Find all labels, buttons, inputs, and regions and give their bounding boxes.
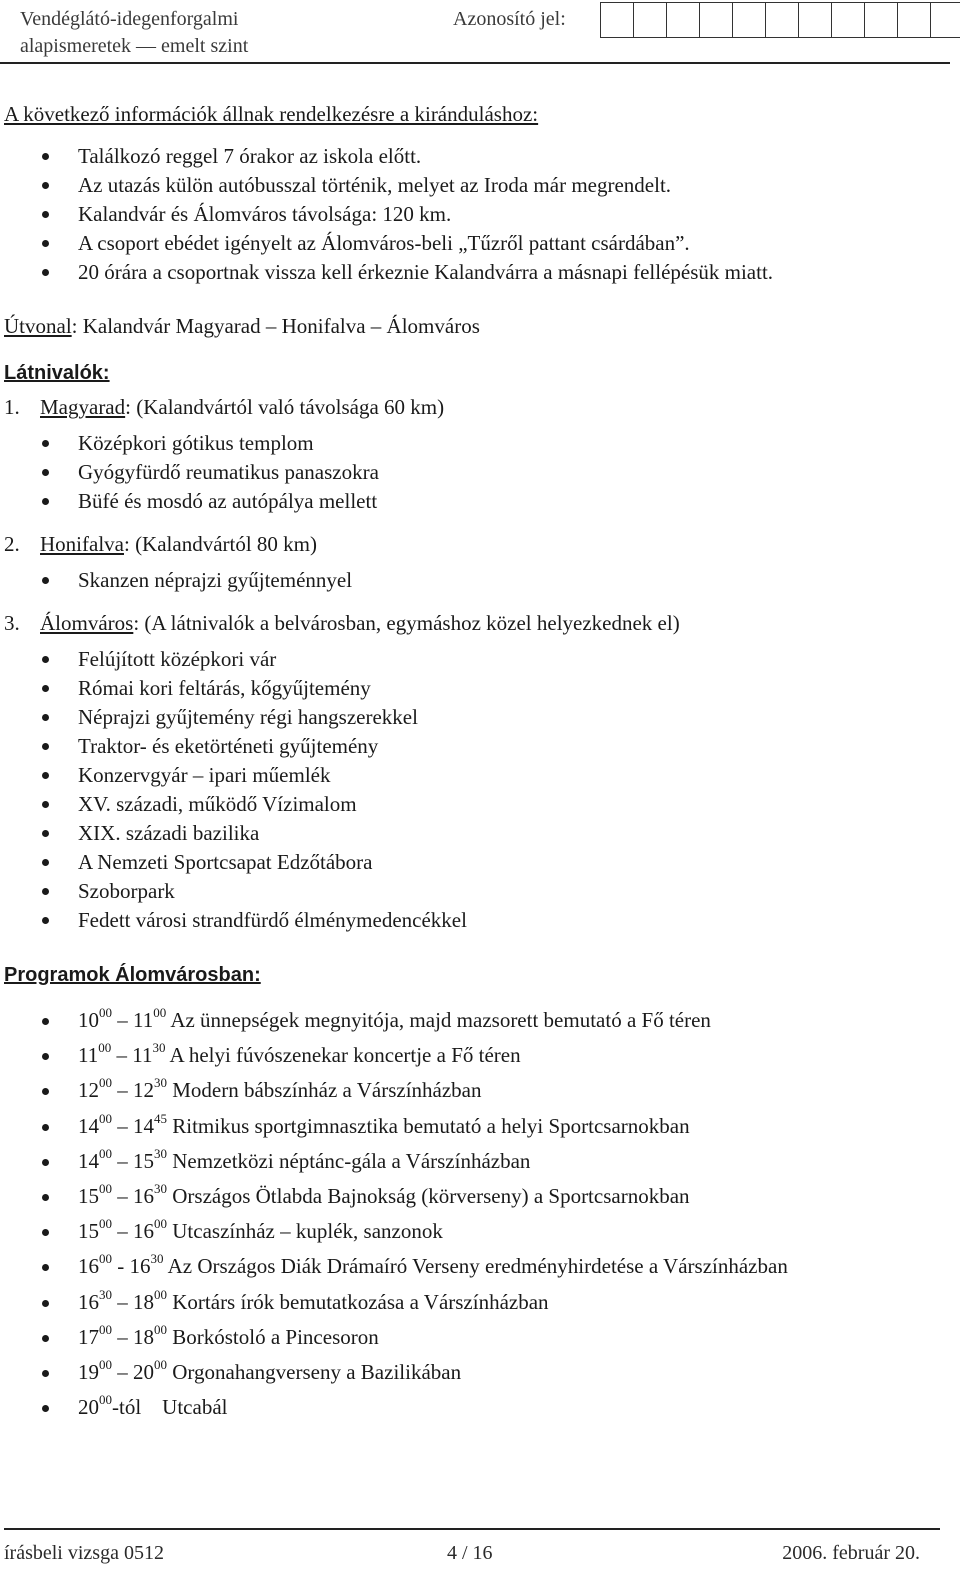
- program-item: [4, 1038, 944, 1073]
- id-box: [666, 2, 700, 38]
- intro-underlined: A következő információk állnak rendelkezésre a kiránduláshoz:: [4, 102, 539, 126]
- end-hour: 15: [133, 1148, 154, 1173]
- sight-item: XIX. századi bazilika: [4, 819, 944, 848]
- id-input-boxes: [600, 2, 960, 38]
- time-separator: –: [112, 1289, 133, 1314]
- id-box: [600, 2, 634, 38]
- start-hour: 11: [78, 1043, 99, 1068]
- end-hour: 18: [133, 1324, 154, 1349]
- program-title: Borkóstoló a Pincesoron: [167, 1324, 379, 1349]
- start-minute: 00: [99, 1216, 112, 1232]
- info-item: Kalandvár és Álomváros távolsága: 120 km.: [4, 200, 944, 229]
- program-title: Kortárs írók bemutatkozása a Várszínházban: [167, 1289, 549, 1314]
- time-separator: –: [112, 1148, 133, 1173]
- program-item: [4, 1214, 944, 1249]
- id-box: [699, 2, 733, 38]
- program-item: [4, 1179, 944, 1214]
- id-box: [765, 2, 799, 38]
- page-header: [0, 0, 950, 64]
- sight-item: Római kori feltárás, kőgyűjtemény: [4, 674, 944, 703]
- sight-name: Álomváros: [40, 611, 134, 635]
- end-minute: 30: [154, 1145, 167, 1161]
- program-title: Országos Ötlabda Bajnokság (körverseny) a Sportcsarnokban: [167, 1184, 690, 1209]
- end-minute: 30: [154, 1181, 167, 1197]
- program-item: [4, 1109, 944, 1144]
- end-minute: 30: [152, 1040, 166, 1056]
- programs-title: Programok Álomvárosban:: [4, 964, 261, 986]
- time-separator: -: [112, 1254, 130, 1279]
- program-item: [4, 1073, 944, 1108]
- info-item: Találkozó reggel 7 órakor az iskola előtt.: [4, 142, 944, 171]
- sight-description: : (Kalandvártól való távolsága 60 km): [125, 395, 445, 419]
- end-minute: 00: [154, 1216, 167, 1232]
- end-hour: 16: [129, 1254, 151, 1279]
- exam-subject-line2: alapismeretek — emelt szint: [20, 35, 249, 57]
- id-box: [798, 2, 832, 38]
- sight-items: [4, 645, 944, 935]
- route-label: Útvonal: [4, 314, 72, 338]
- info-item: Az utazás külön autóbusszal történik, melyet az Iroda már megrendelt.: [4, 171, 944, 200]
- info-item: 20 órára a csoportnak vissza kell érkeznie Kalandvárra a másnapi fellépésük miatt.: [4, 258, 944, 287]
- program-title: A helyi fúvószenekar koncertje a Fő téren: [165, 1043, 521, 1068]
- info-list: [4, 142, 944, 287]
- start-hour: 10: [78, 1008, 99, 1032]
- time-separator: –: [112, 1113, 133, 1138]
- program-item: [4, 1355, 944, 1390]
- sight-number: 1.: [4, 395, 20, 419]
- sight-items: [4, 566, 944, 595]
- start-minute: 00: [99, 1110, 112, 1126]
- program-item: [4, 1249, 944, 1284]
- route-line: [4, 312, 944, 340]
- program-item: [4, 1390, 944, 1425]
- start-hour: 15: [78, 1219, 99, 1244]
- document-body: [4, 100, 944, 1425]
- start-hour: 20: [78, 1395, 99, 1420]
- time-separator: –: [112, 1078, 133, 1103]
- end-hour: 12: [133, 1078, 154, 1103]
- sight-item: Fedett városi strandfürdő élménymedencékkel: [4, 906, 944, 935]
- id-box: [930, 2, 960, 38]
- end-minute: 30: [154, 1075, 167, 1091]
- start-minute: 00: [99, 1181, 112, 1197]
- end-minute: 00: [153, 1005, 167, 1020]
- start-minute: 00: [99, 1075, 112, 1091]
- sight-item: Skanzen néprajzi gyűjteménnyel: [4, 566, 944, 595]
- start-minute: 00: [99, 1145, 112, 1161]
- page-footer: [4, 1528, 940, 1564]
- time-separator: –: [112, 1360, 133, 1385]
- id-box: [897, 2, 931, 38]
- sight-item: Felújított középkori vár: [4, 645, 944, 674]
- programs-list: [4, 1003, 944, 1425]
- start-hour: 14: [78, 1148, 99, 1173]
- id-label: Azonosító jel:: [453, 8, 566, 30]
- sight-place: [4, 530, 944, 558]
- footer-exam-code: írásbeli vizsga 0512: [4, 1542, 164, 1564]
- end-minute: 00: [154, 1286, 167, 1302]
- end-hour: 14: [133, 1113, 154, 1138]
- sight-item: Középkori gótikus templom: [4, 429, 944, 458]
- end-hour: 18: [133, 1289, 154, 1314]
- spacer: [4, 516, 944, 524]
- sight-item: Konzervgyár – ipari műemlék: [4, 761, 944, 790]
- program-title: Az Országos Diák Drámaíró Verseny eredményhirdetése a Várszínházban: [163, 1254, 788, 1279]
- start-hour: 12: [78, 1078, 99, 1103]
- sight-item: Szoborpark: [4, 877, 944, 906]
- time-separator: -tól: [112, 1395, 142, 1420]
- sight-item: Traktor- és eketörténeti gyűjtemény: [4, 732, 944, 761]
- time-separator: –: [112, 1008, 133, 1032]
- sight-number: 3.: [4, 611, 20, 635]
- start-minute: 00: [99, 1251, 112, 1267]
- sight-place: [4, 609, 944, 637]
- id-box: [864, 2, 898, 38]
- end-hour: 11: [132, 1043, 153, 1068]
- sight-item: Néprajzi gyűjtemény régi hangszerekkel: [4, 703, 944, 732]
- end-hour: 11: [133, 1008, 154, 1032]
- start-minute: 00: [98, 1040, 112, 1056]
- program-title: Orgonahangverseny a Bazilikában: [167, 1360, 462, 1385]
- route-text: : Kalandvár Magyarad – Honifalva – Álomváros: [71, 314, 480, 338]
- start-minute: 30: [99, 1286, 112, 1302]
- start-minute: 00: [99, 1321, 112, 1337]
- sight-description: : (Kalandvártól 80 km): [123, 532, 318, 556]
- id-box: [633, 2, 667, 38]
- end-minute: 45: [154, 1110, 167, 1126]
- time-separator: –: [112, 1219, 133, 1244]
- sights-section: [4, 393, 944, 935]
- spacer: [4, 595, 944, 603]
- program-title: Nemzetközi néptánc-gála a Várszínházban: [167, 1148, 531, 1173]
- program-title: Utcaszínház – kuplék, sanzonok: [167, 1219, 443, 1244]
- id-box: [831, 2, 865, 38]
- start-minute: 00: [99, 1392, 112, 1408]
- program-item: [4, 1144, 944, 1179]
- sight-number: 2.: [4, 532, 20, 556]
- time-separator: –: [112, 1324, 133, 1349]
- sight-name: Magyarad: [40, 395, 126, 419]
- end-hour: 16: [133, 1184, 154, 1209]
- program-title: Az ünnepségek megnyitója, majd mazsorett bemutató a Fő téren: [166, 1008, 711, 1032]
- footer-page-number: 4 / 16: [447, 1542, 493, 1564]
- sight-item: Büfé és mosdó az autópálya mellett: [4, 487, 944, 516]
- program-item: [4, 1320, 944, 1355]
- end-hour: 16: [133, 1219, 154, 1244]
- program-title: Modern bábszínház a Várszínházban: [167, 1078, 482, 1103]
- exam-subject-line1: Vendéglátó-idegenforgalmi: [20, 8, 239, 30]
- id-box: [732, 2, 766, 38]
- start-hour: 17: [78, 1324, 99, 1349]
- start-hour: 16: [78, 1289, 99, 1314]
- end-hour: 20: [133, 1360, 154, 1385]
- start-hour: 14: [78, 1113, 99, 1138]
- info-item: A csoport ebédet igényelt az Álomváros-beli „Tűzről pattant csárdában”.: [4, 229, 944, 258]
- exam-subject-title: [20, 6, 248, 60]
- program-item: [4, 1003, 944, 1038]
- program-title: Ritmikus sportgimnasztika bemutató a helyi Sportcsarnokban: [167, 1113, 690, 1138]
- time-separator: –: [112, 1184, 133, 1209]
- end-minute: 00: [154, 1357, 167, 1373]
- start-minute: 00: [99, 1005, 112, 1020]
- time-separator: –: [111, 1043, 133, 1068]
- sight-name: Honifalva: [40, 532, 124, 556]
- sight-item: XV. századi, működő Vízimalom: [4, 790, 944, 819]
- end-minute: 00: [154, 1321, 167, 1337]
- intro-text: [4, 100, 944, 128]
- sights-title: Látnivalók:: [4, 362, 110, 384]
- start-hour: 16: [78, 1254, 99, 1279]
- sight-items: [4, 429, 944, 516]
- start-minute: 00: [99, 1357, 112, 1373]
- sight-item: Gyógyfürdő reumatikus panaszokra: [4, 458, 944, 487]
- start-hour: 19: [78, 1360, 99, 1385]
- program-title: Utcabál: [141, 1395, 228, 1420]
- sight-item: A Nemzeti Sportcsapat Edzőtábora: [4, 848, 944, 877]
- sight-description: : (A látnivalók a belvárosban, egymáshoz közel helyezkednek el): [133, 611, 680, 635]
- sight-place: [4, 393, 944, 421]
- start-hour: 15: [78, 1184, 99, 1209]
- end-minute: 30: [150, 1251, 164, 1267]
- program-item: [4, 1285, 944, 1320]
- footer-date: 2006. február 20.: [782, 1542, 920, 1564]
